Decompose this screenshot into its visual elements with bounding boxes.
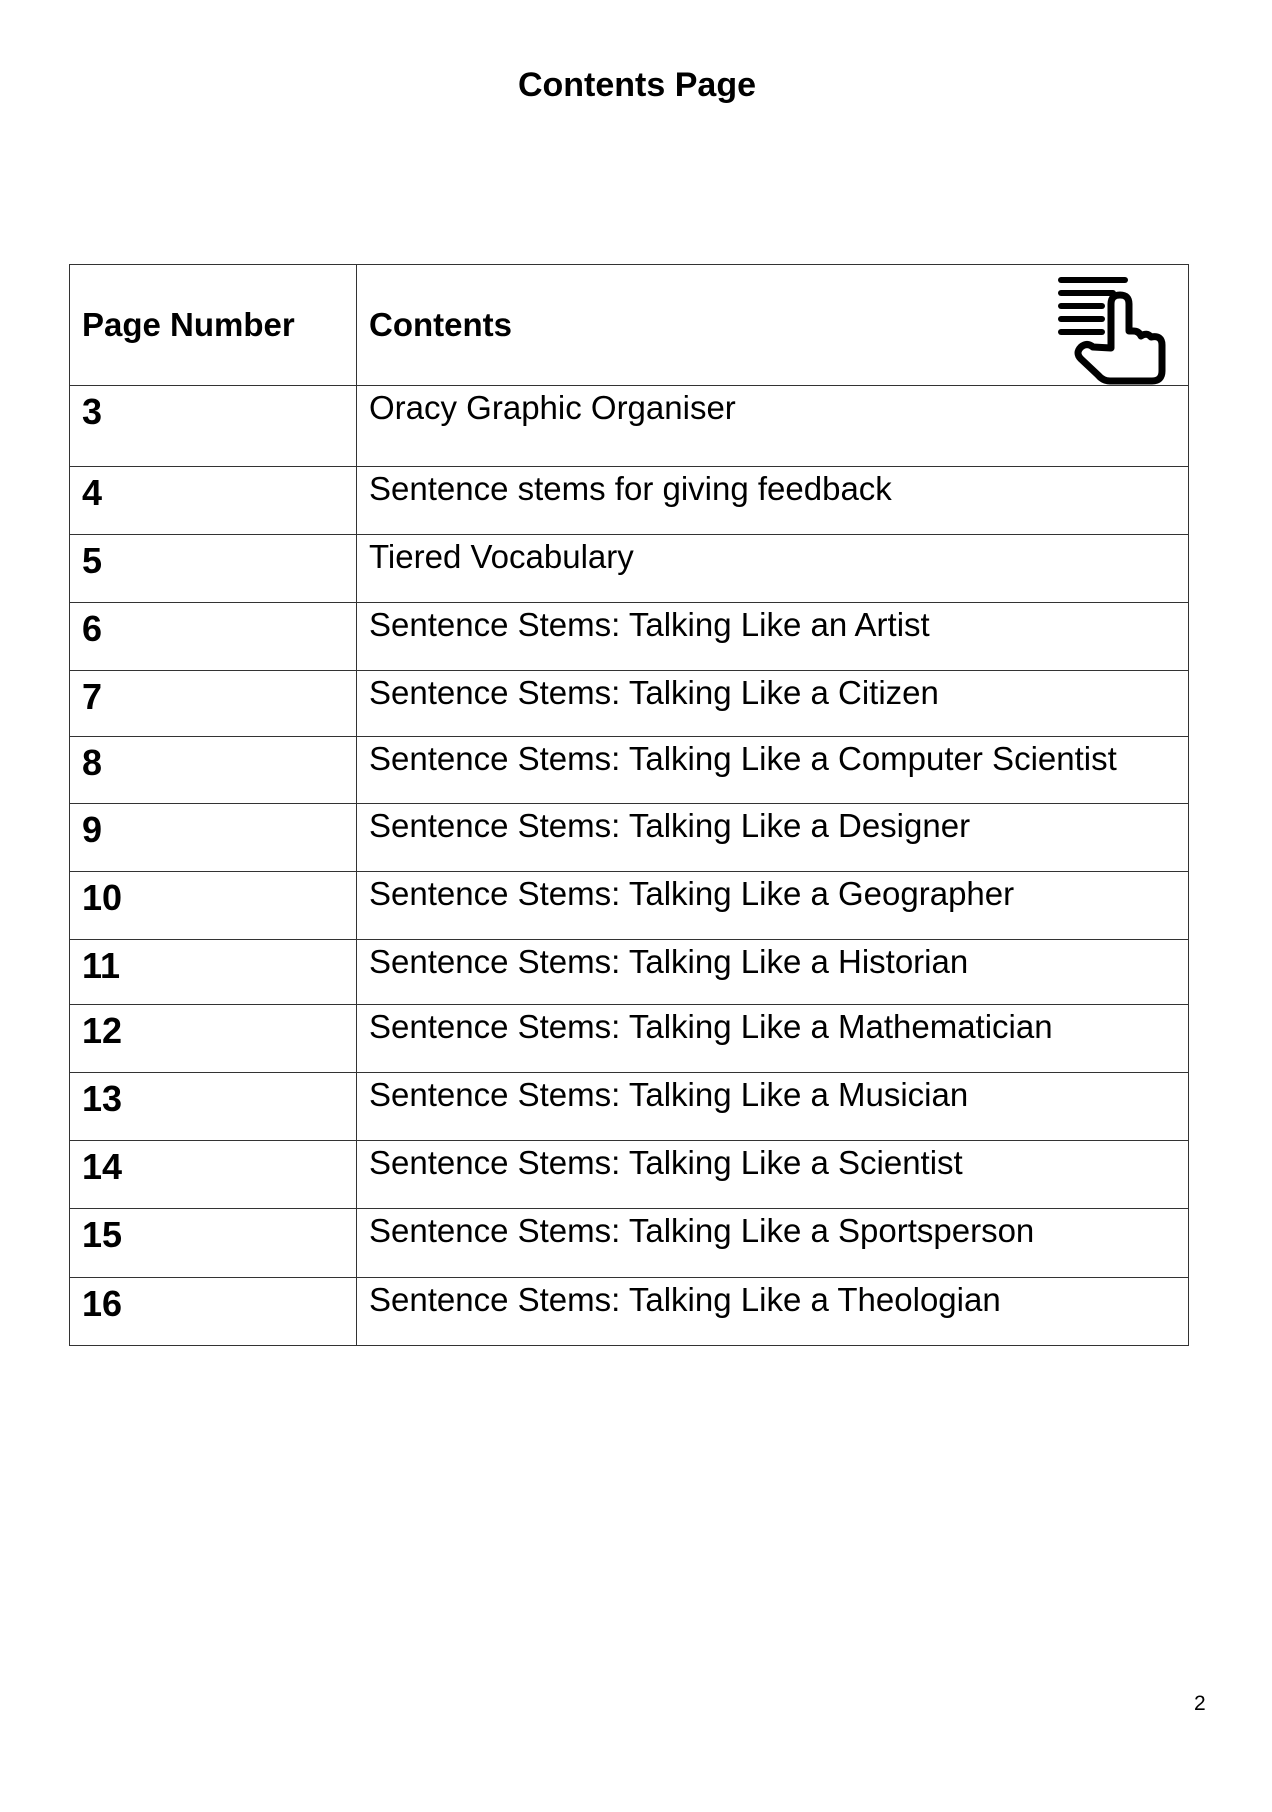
row-contents-title: Sentence stems for giving feedback: [357, 467, 1189, 535]
page-title: Contents Page: [517, 66, 757, 104]
contents-header-label: Contents: [369, 306, 512, 343]
table-row: [70, 940, 1189, 1005]
touch-hand-menu-icon: [1058, 275, 1166, 385]
table-row: [70, 1141, 1189, 1209]
row-contents-title: Sentence Stems: Talking Like a Mathematician: [357, 1005, 1189, 1073]
contents-table: [69, 264, 1189, 1346]
row-contents-title: Tiered Vocabulary: [357, 535, 1189, 603]
table-row: [70, 386, 1189, 467]
row-contents-title: Sentence Stems: Talking Like a Theologian: [357, 1278, 1189, 1346]
row-contents-title: Sentence Stems: Talking Like a Historian: [357, 940, 1189, 1005]
table-row: [70, 467, 1189, 535]
table-row: [70, 603, 1189, 671]
table-row: [70, 1005, 1189, 1073]
row-page-number: 8: [70, 737, 357, 804]
row-page-number: 10: [70, 872, 357, 940]
table-row: [70, 1073, 1189, 1141]
row-page-number: 6: [70, 603, 357, 671]
table-row: [70, 1209, 1189, 1278]
row-contents-title: Sentence Stems: Talking Like a Scientist: [357, 1141, 1189, 1209]
table-row: [70, 535, 1189, 603]
row-page-number: 4: [70, 467, 357, 535]
table-row: [70, 804, 1189, 872]
row-page-number: 16: [70, 1278, 357, 1346]
row-page-number: 9: [70, 804, 357, 872]
page-number: 2: [1194, 1692, 1206, 1715]
page-number-header: Page Number: [70, 265, 357, 386]
row-page-number: 14: [70, 1141, 357, 1209]
row-contents-title: Sentence Stems: Talking Like a Citizen: [357, 671, 1189, 737]
row-contents-title: Sentence Stems: Talking Like an Artist: [357, 603, 1189, 671]
row-page-number: 13: [70, 1073, 357, 1141]
row-contents-title: Sentence Stems: Talking Like a Sportsperson: [357, 1209, 1189, 1278]
row-page-number: 12: [70, 1005, 357, 1073]
row-contents-title: Sentence Stems: Talking Like a Geographer: [357, 872, 1189, 940]
table-row: [70, 1278, 1189, 1346]
contents-header: [357, 265, 1189, 386]
row-page-number: 5: [70, 535, 357, 603]
table-row: [70, 872, 1189, 940]
table-header-row: [70, 265, 1189, 386]
row-page-number: 3: [70, 386, 357, 467]
row-page-number: 15: [70, 1209, 357, 1278]
table-row: [70, 671, 1189, 737]
row-page-number: 7: [70, 671, 357, 737]
row-page-number: 11: [70, 940, 357, 1005]
row-contents-title: Sentence Stems: Talking Like a Designer: [357, 804, 1189, 872]
row-contents-title: Sentence Stems: Talking Like a Musician: [357, 1073, 1189, 1141]
row-contents-title: Sentence Stems: Talking Like a Computer Scientist: [357, 737, 1189, 804]
table-row: [70, 737, 1189, 804]
row-contents-title: Oracy Graphic Organiser: [357, 386, 1189, 467]
